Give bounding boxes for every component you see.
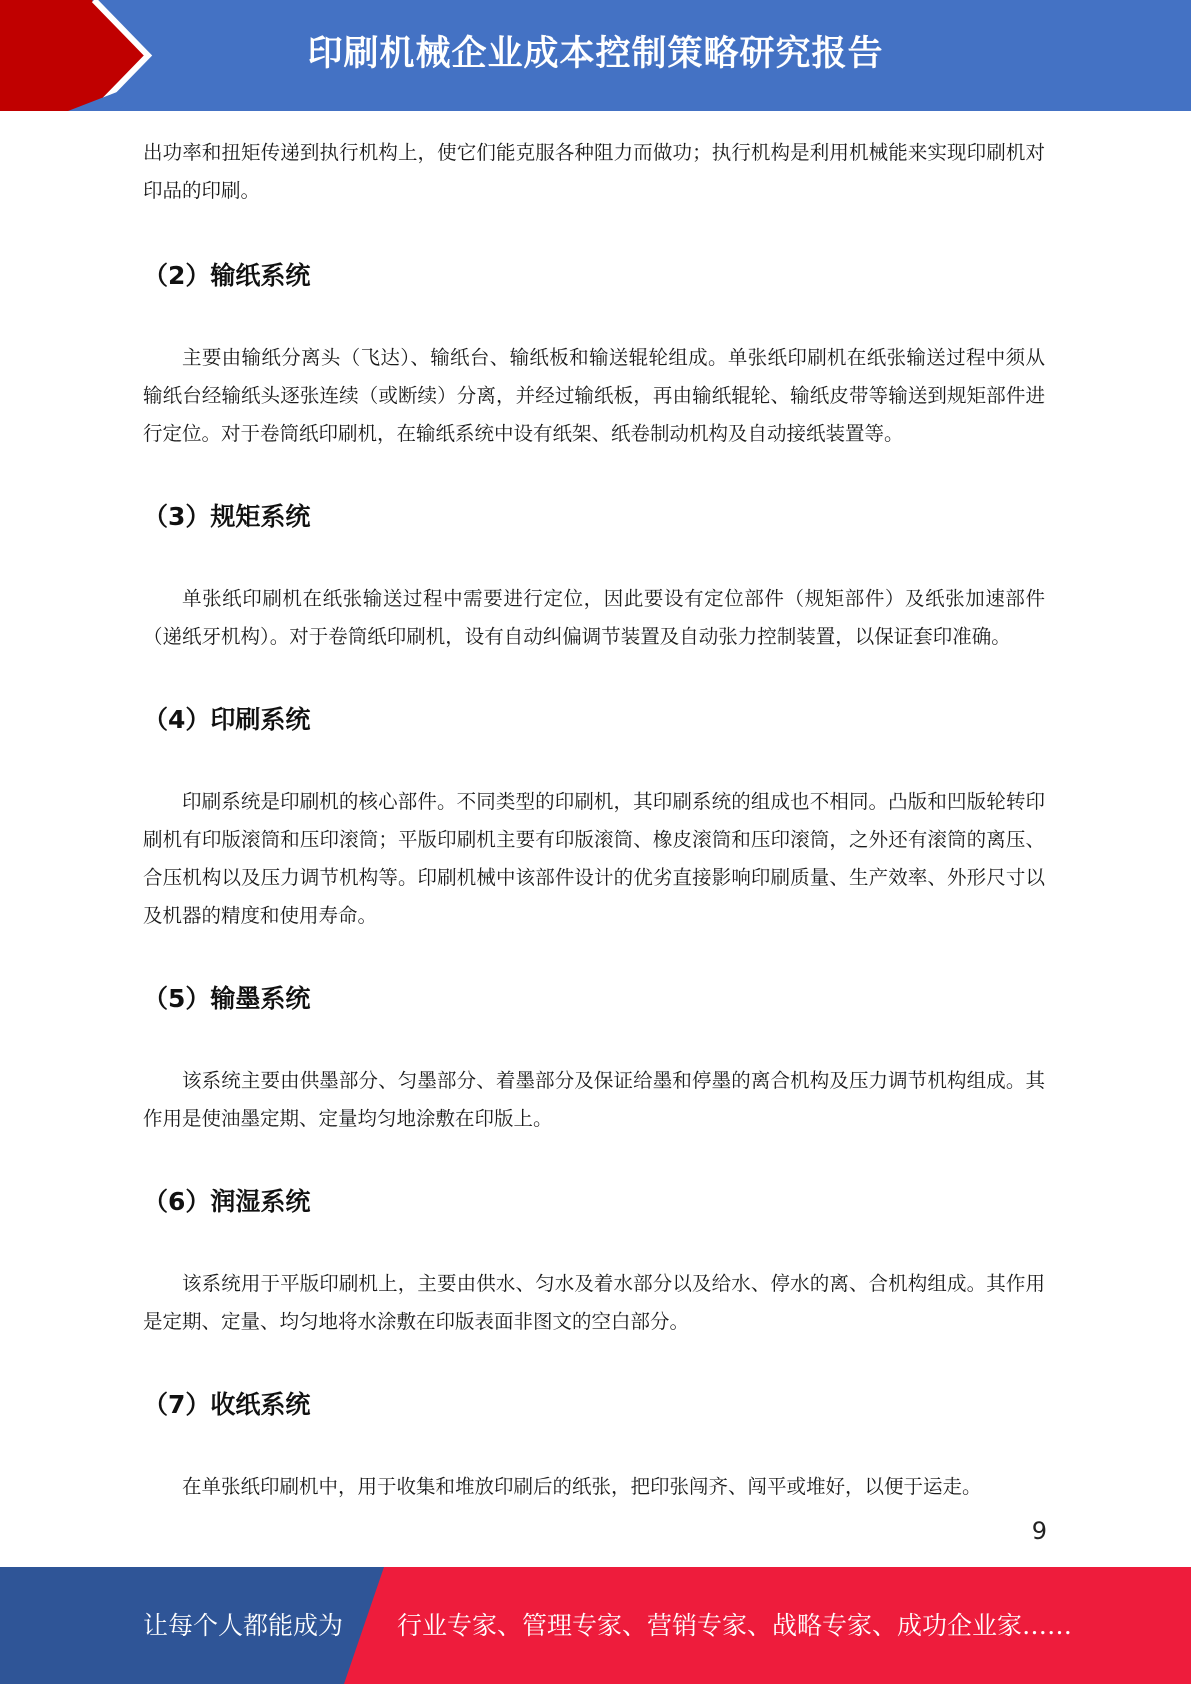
page-header-banner <box>0 0 1191 111</box>
intro-paragraph: 出功率和扭矩传递到执行机构上，使它们能克服各种阻力而做功；执行机构是利用机械能来实现印刷机对印品的印刷。 <box>143 141 1045 202</box>
section-heading-inking-system: （5）输墨系统 <box>143 984 311 1013</box>
section-heading-feeding-system: （2）输纸系统 <box>143 261 311 290</box>
section-heading-printing-system: （4）印刷系统 <box>143 705 311 734</box>
page-number: 9 <box>1031 1517 1047 1545</box>
section-heading-register-system: （3）规矩系统 <box>143 502 311 531</box>
document-body <box>143 134 1045 1506</box>
section-body-feeding-system: 主要由输纸分离头（飞达）、输纸台、输纸板和输送辊轮组成。单张纸印刷机在纸张输送过程中须从输纸台经输纸头逐张连续（或断续）分离，并经过输纸板，再由输纸辊轮、输纸皮带等输送到规矩部件进行定位。对于卷筒纸印刷机，在输纸系统中设有纸架、纸卷制动机构及自动接纸装置等。 <box>143 346 1045 445</box>
footer-slogan-left: 让每个人都能成为 <box>143 1611 344 1640</box>
section-body-dampening-system: 该系统用于平版印刷机上，主要由供水、匀水及着水部分以及给水、停水的离、合机构组成。其作用是定期、定量、均匀地将水涂敷在印版表面非图文的空白部分。 <box>143 1272 1045 1333</box>
section-body-printing-system: 印刷系统是印刷机的核心部件。不同类型的印刷机，其印刷系统的组成也不相同。凸版和凹版轮转印刷机有印版滚筒和压印滚筒；平版印刷机主要有印版滚筒、橡皮滚筒和压印滚筒，之外还有滚筒的离压、合压机构以及压力调节机构等。印刷机械中该部件设计的优劣直接影响印刷质量、生产效率、外形尺寸以及机器的精度和使用寿命。 <box>143 790 1045 927</box>
section-heading-dampening-system: （6）润湿系统 <box>143 1187 311 1216</box>
section-heading-delivery-system: （7）收纸系统 <box>143 1390 311 1419</box>
page-title: 印刷机械企业成本控制策略研究报告 <box>307 34 884 74</box>
header-chevron-decoration <box>0 0 160 111</box>
section-body-delivery-system: 在单张纸印刷机中，用于收集和堆放印刷后的纸张，把印张闯齐、闯平或堆好，以便于运走。 <box>182 1475 982 1498</box>
page-footer-banner <box>0 1567 1191 1684</box>
section-body-inking-system: 该系统主要由供墨部分、匀墨部分、着墨部分及保证给墨和停墨的离合机构及压力调节机构组成。其作用是使油墨定期、定量均匀地涂敷在印版上。 <box>143 1069 1045 1130</box>
footer-slogan-right: 行业专家、管理专家、营销专家、战略专家、成功企业家…… <box>397 1611 1073 1640</box>
section-body-register-system: 单张纸印刷机在纸张输送过程中需要进行定位，因此要设有定位部件（规矩部件）及纸张加速部件（递纸牙机构）。对于卷筒纸印刷机，设有自动纠偏调节装置及自动张力控制装置，以保证套印准确。 <box>143 587 1045 648</box>
